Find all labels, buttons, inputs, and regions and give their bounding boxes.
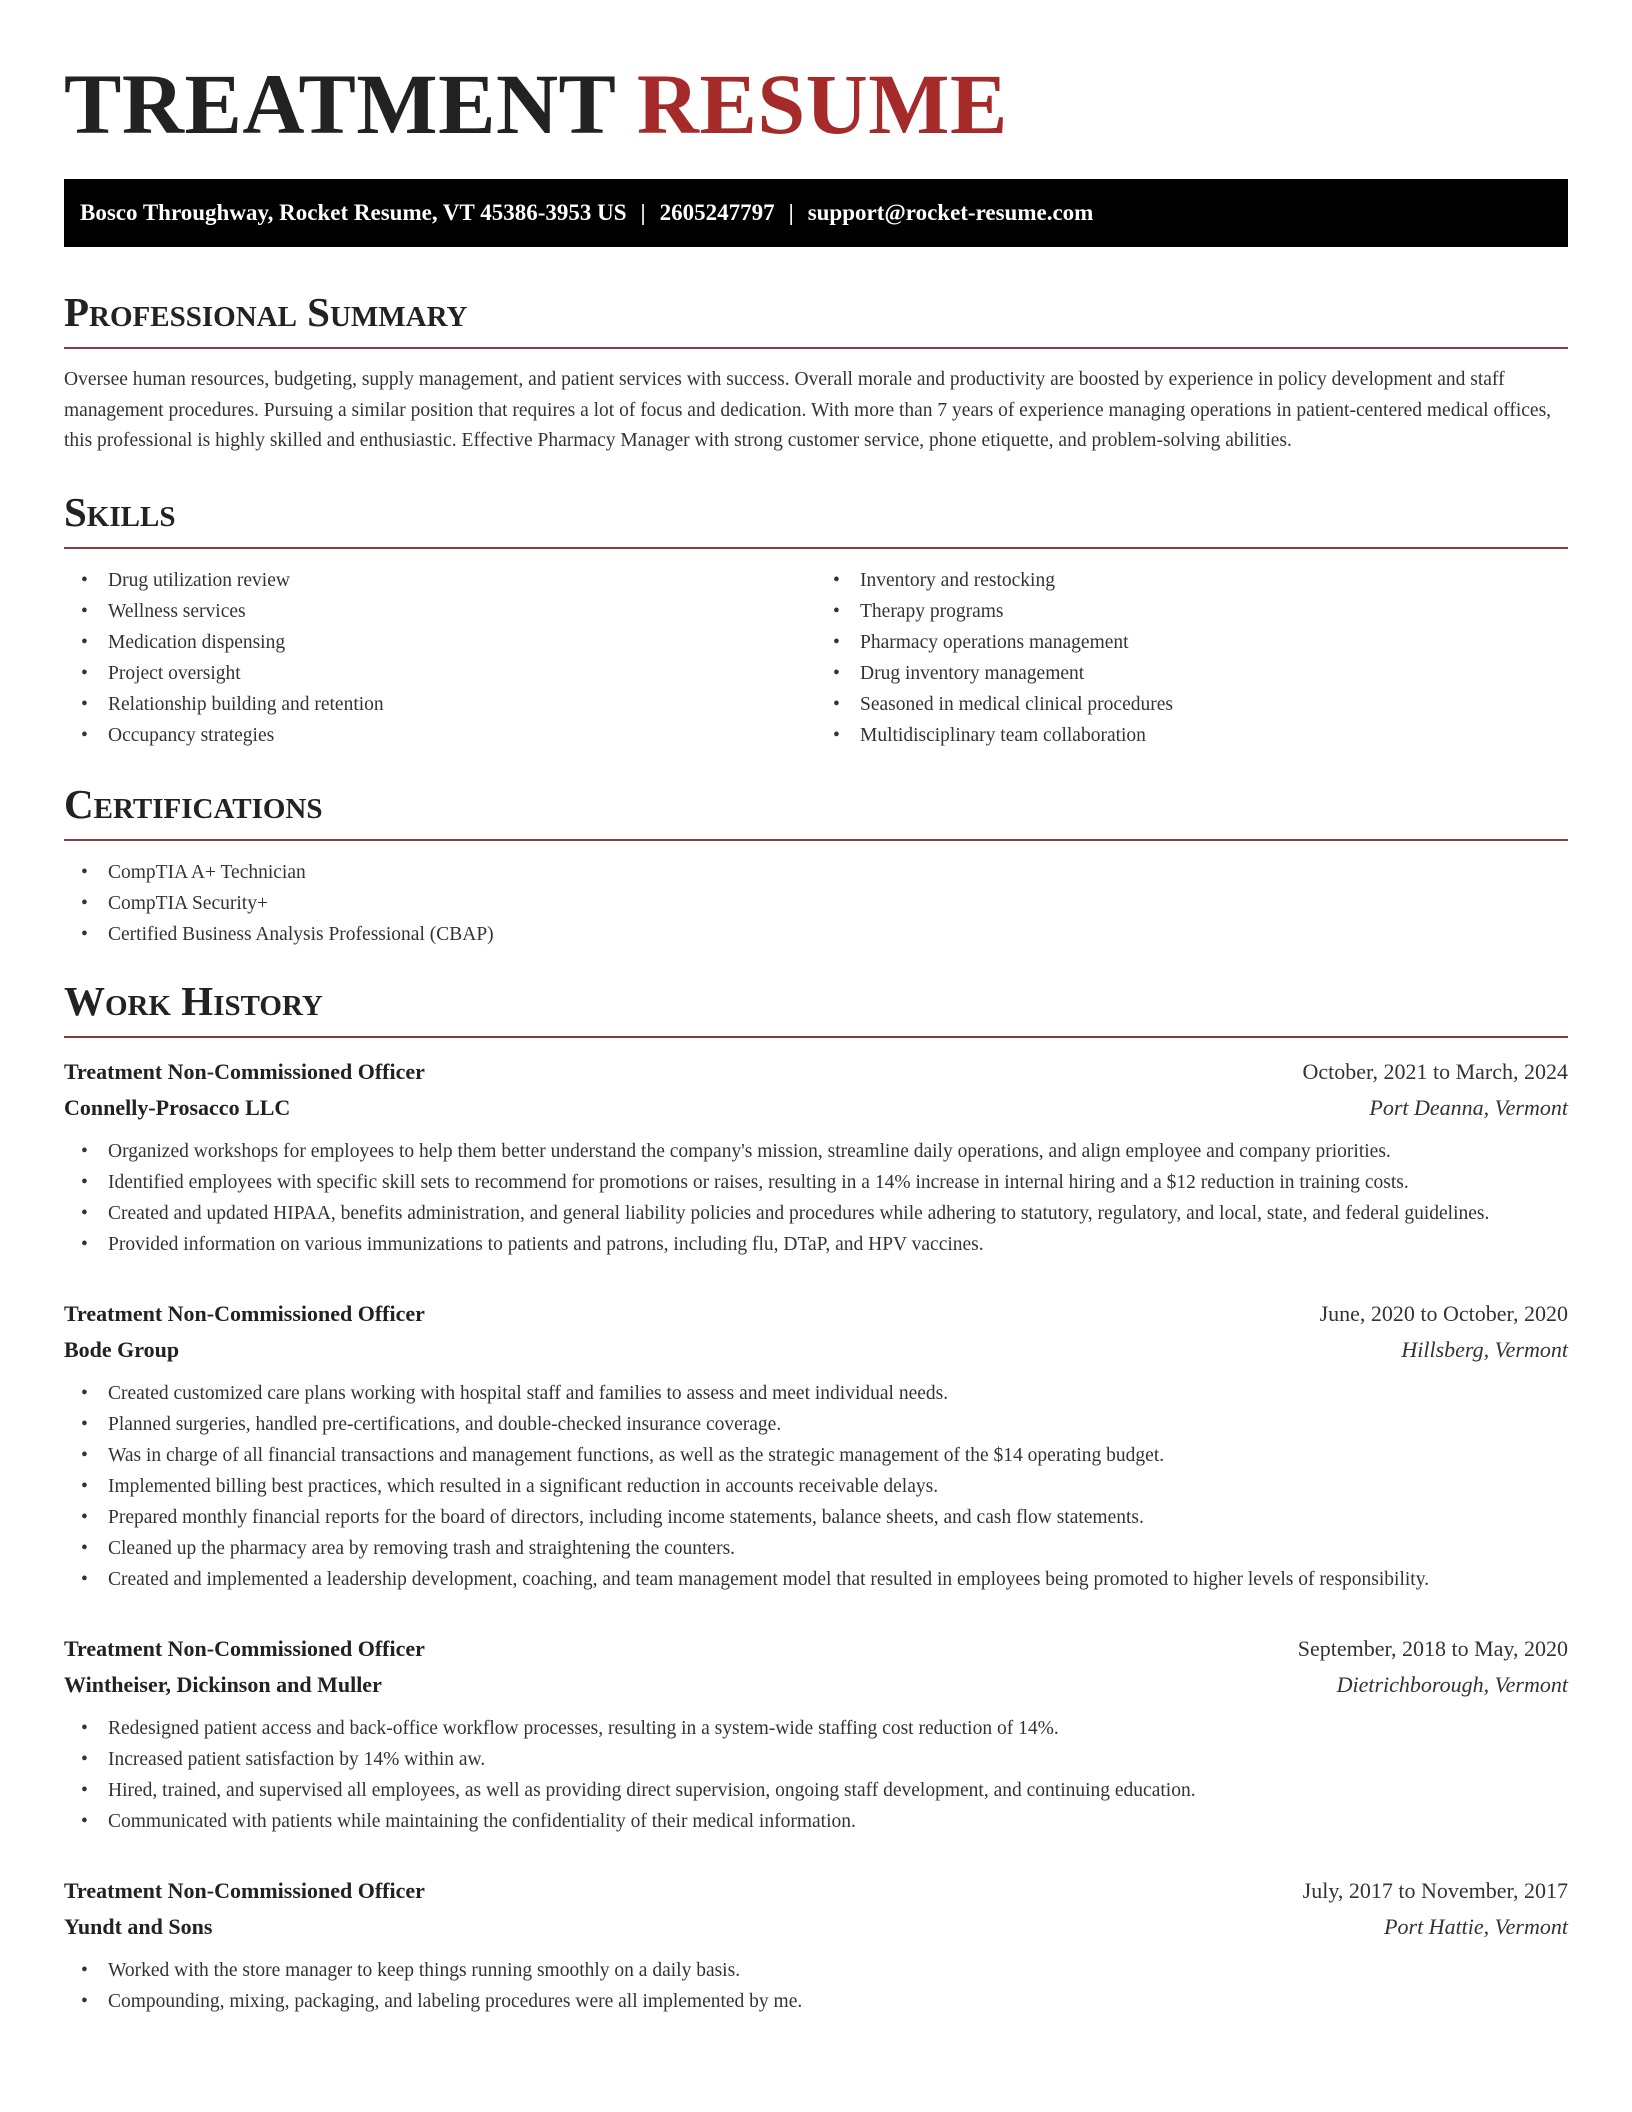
skill-item: • Occupancy strategies bbox=[64, 720, 816, 751]
job-title-row bbox=[64, 1873, 1568, 1909]
job-dates: July, 2017 to November, 2017 bbox=[1302, 1877, 1568, 1903]
job-company-row bbox=[64, 1090, 1568, 1126]
job-bullet: • Was in charge of all financial transactions and management functions, as well as the strategic management of the $14 operating budget. bbox=[64, 1440, 1568, 1471]
job-entry bbox=[64, 1873, 1568, 2017]
job-entry bbox=[64, 1054, 1568, 1260]
skill-item: • Wellness services bbox=[64, 596, 816, 627]
certifications-heading: Certifications bbox=[64, 781, 1568, 841]
contact-phone: 2605247797 bbox=[659, 200, 775, 225]
skills-column-left bbox=[64, 565, 816, 751]
job-location: Port Hattie, Vermont bbox=[1384, 1913, 1568, 1939]
skills-list-right bbox=[816, 565, 1568, 751]
job-bullets bbox=[64, 1136, 1568, 1260]
job-entry bbox=[64, 1631, 1568, 1837]
skills-heading: Skills bbox=[64, 489, 1568, 549]
summary-heading: Professional Summary bbox=[64, 289, 1568, 349]
skill-item: • Medication dispensing bbox=[64, 627, 816, 658]
job-bullet: • Organized workshops for employees to help them better understand the company's mission, streamline daily operations, and align employee and company priorities. bbox=[64, 1136, 1568, 1167]
job-entry bbox=[64, 1296, 1568, 1595]
job-company: Connelly-Prosacco LLC bbox=[64, 1094, 291, 1120]
job-location: Dietrichborough, Vermont bbox=[1336, 1671, 1568, 1697]
job-bullet: • Redesigned patient access and back-office workflow processes, resulting in a system-wide staffing cost reduction of 14%. bbox=[64, 1713, 1568, 1744]
job-dates: June, 2020 to October, 2020 bbox=[1319, 1300, 1568, 1326]
job-bullet: • Compounding, mixing, packaging, and labeling procedures were all implemented by me. bbox=[64, 1986, 1568, 2017]
job-bullet: • Prepared monthly financial reports for the board of directors, including income statements, balance sheets, and cash flow statements. bbox=[64, 1502, 1568, 1533]
job-bullet: • Hired, trained, and supervised all employees, as well as providing direct supervision, ongoing staff development, and continuing education. bbox=[64, 1775, 1568, 1806]
skill-item: • Pharmacy operations management bbox=[816, 627, 1568, 658]
job-company-row bbox=[64, 1332, 1568, 1368]
job-bullets bbox=[64, 1713, 1568, 1837]
job-title: Treatment Non-Commissioned Officer bbox=[64, 1300, 425, 1326]
contact-address: Bosco Throughway, Rocket Resume, VT 45386-3953 US bbox=[80, 200, 627, 225]
job-bullet: • Cleaned up the pharmacy area by removing trash and straightening the counters. bbox=[64, 1533, 1568, 1564]
certification-item: • Certified Business Analysis Professional (CBAP) bbox=[64, 919, 1568, 950]
skill-item: • Project oversight bbox=[64, 658, 816, 689]
job-dates: October, 2021 to March, 2024 bbox=[1302, 1058, 1568, 1084]
job-bullet: • Planned surgeries, handled pre-certifications, and double-checked insurance coverage. bbox=[64, 1409, 1568, 1440]
skill-item: • Drug utilization review bbox=[64, 565, 816, 596]
skill-item: • Multidisciplinary team collaboration bbox=[816, 720, 1568, 751]
job-bullet: • Communicated with patients while maintaining the confidentiality of their medical information. bbox=[64, 1806, 1568, 1837]
job-bullet: • Created and updated HIPAA, benefits administration, and general liability policies and procedures while adhering to statutory, regulatory, and local, state, and federal guidelines. bbox=[64, 1198, 1568, 1229]
job-dates: September, 2018 to May, 2020 bbox=[1297, 1635, 1568, 1661]
skill-item: • Therapy programs bbox=[816, 596, 1568, 627]
job-bullet: • Created customized care plans working with hospital staff and families to assess and meet individual needs. bbox=[64, 1378, 1568, 1409]
certifications-list bbox=[64, 857, 1568, 950]
certification-item: • CompTIA A+ Technician bbox=[64, 857, 1568, 888]
job-bullet: • Identified employees with specific skill sets to recommend for promotions or raises, resulting in a 14% increase in internal hiring and a $12 reduction in training costs. bbox=[64, 1167, 1568, 1198]
title-first-word: TREATMENT bbox=[64, 56, 615, 152]
job-bullet: • Increased patient satisfaction by 14% within aw. bbox=[64, 1744, 1568, 1775]
job-company: Bode Group bbox=[64, 1336, 180, 1362]
job-bullets bbox=[64, 1378, 1568, 1595]
job-title-row bbox=[64, 1296, 1568, 1332]
job-title: Treatment Non-Commissioned Officer bbox=[64, 1877, 425, 1903]
resume-title bbox=[64, 56, 1568, 152]
contact-separator: | bbox=[788, 200, 794, 225]
job-company-row bbox=[64, 1909, 1568, 1945]
job-bullet: • Created and implemented a leadership development, coaching, and team management model that resulted in employees being promoted to higher levels of responsibility. bbox=[64, 1564, 1568, 1595]
job-bullet: • Worked with the store manager to keep things running smoothly on a daily basis. bbox=[64, 1955, 1568, 1986]
work-history-heading: Work History bbox=[64, 978, 1568, 1038]
summary-text: Oversee human resources, budgeting, supply management, and patient services with success. Overall morale and productivity are boosted by experience in policy development and staff management procedures. Pursuing a similar position that requires a lot of focus and dedication. With more than 7 years of experience managing operations in patient-centered medical offices, this professional is highly skilled and enthusiastic. Effective Pharmacy Manager with strong customer service, phone etiquette, and problem-solving abilities. bbox=[64, 369, 1552, 451]
certification-item: • CompTIA Security+ bbox=[64, 888, 1568, 919]
job-title: Treatment Non-Commissioned Officer bbox=[64, 1635, 425, 1661]
skill-item: • Inventory and restocking bbox=[816, 565, 1568, 596]
job-bullets bbox=[64, 1955, 1568, 2017]
job-company: Yundt and Sons bbox=[64, 1913, 213, 1939]
job-location: Hillsberg, Vermont bbox=[1401, 1336, 1568, 1362]
job-title-row bbox=[64, 1054, 1568, 1090]
job-bullet: • Provided information on various immunizations to patients and patrons, including flu, DTaP, and HPV vaccines. bbox=[64, 1229, 1568, 1260]
contact-separator: | bbox=[640, 200, 646, 225]
job-company: Wintheiser, Dickinson and Muller bbox=[64, 1671, 382, 1697]
job-location: Port Deanna, Vermont bbox=[1369, 1094, 1568, 1120]
resume-content bbox=[64, 0, 1568, 2017]
contact-email: support@rocket-resume.com bbox=[807, 200, 1094, 225]
title-second-word: RESUME bbox=[636, 56, 1008, 152]
skills-column-right bbox=[816, 565, 1568, 751]
skill-item: • Relationship building and retention bbox=[64, 689, 816, 720]
skill-item: • Drug inventory management bbox=[816, 658, 1568, 689]
job-title-row bbox=[64, 1631, 1568, 1667]
skills-columns bbox=[64, 565, 1568, 751]
skill-item: • Seasoned in medical clinical procedures bbox=[816, 689, 1568, 720]
skills-list-left bbox=[64, 565, 816, 751]
job-title: Treatment Non-Commissioned Officer bbox=[64, 1058, 425, 1084]
job-company-row bbox=[64, 1667, 1568, 1703]
contact-bar bbox=[64, 179, 1568, 247]
job-bullet: • Implemented billing best practices, which resulted in a significant reduction in accounts receivable delays. bbox=[64, 1471, 1568, 1502]
